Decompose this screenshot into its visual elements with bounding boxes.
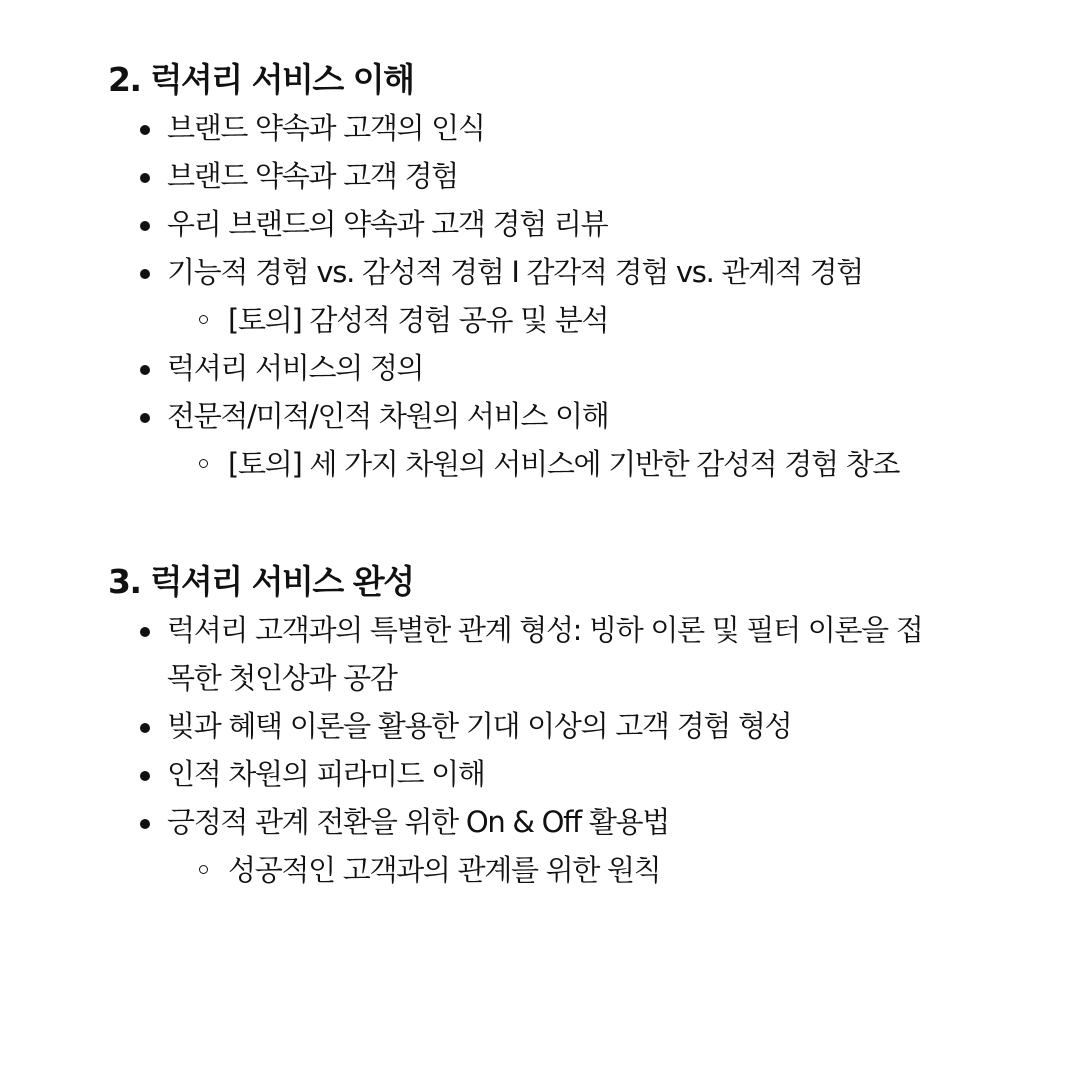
bullet-dot-icon xyxy=(140,771,150,781)
list-item xyxy=(108,200,1008,248)
bullet-list xyxy=(108,104,1008,296)
list-item-text: 기능적 경험 vs. 감성적 경험 Ⅰ 감각적 경험 vs. 관계적 경험 xyxy=(167,255,863,289)
section-title: 3. 럭셔리 서비스 완성 xyxy=(108,562,414,601)
bullet-dot-icon xyxy=(140,221,150,231)
bullet-dot-icon xyxy=(140,819,150,829)
list-item-text: 긍정적 관계 전환을 위한 On & Off 활용법 xyxy=(167,805,669,839)
sub-list-item-text: [토의] 감성적 경험 공유 및 분석 xyxy=(228,303,609,337)
section-title: 2. 럭셔리 서비스 이해 xyxy=(108,60,414,99)
section-luxury-service-understanding xyxy=(108,56,1008,488)
list-item-text: 럭셔리 고객과의 특별한 관계 형성: 빙하 이론 및 필터 이론을 접목한 첫인상과 공감 xyxy=(167,613,923,695)
list-item-text: 브랜드 약속과 고객의 인식 xyxy=(167,111,485,145)
list-item xyxy=(108,152,1008,200)
list-item xyxy=(108,750,1008,798)
sub-list-item-text: 성공적인 고객과의 관계를 위한 원칙 xyxy=(228,853,661,887)
list-item-text: 빚과 혜택 이론을 활용한 기대 이상의 고객 경험 형성 xyxy=(167,709,792,743)
bullet-circle-icon xyxy=(199,865,208,874)
bullet-circle-icon xyxy=(199,315,208,324)
bullet-dot-icon xyxy=(140,125,150,135)
bullet-dot-icon xyxy=(140,627,150,637)
bullet-dot-icon xyxy=(140,413,150,423)
list-item xyxy=(108,606,927,702)
list-item-text: 전문적/미적/인적 차원의 서비스 이해 xyxy=(167,399,609,433)
list-item-text: 인적 차원의 피라미드 이해 xyxy=(167,757,485,791)
bullet-dot-icon xyxy=(140,269,150,279)
bullet-circle-icon xyxy=(199,459,208,468)
section-spacer xyxy=(108,488,1008,558)
document-body xyxy=(108,56,1008,894)
sub-bullet-list xyxy=(108,846,1008,894)
sub-bullet-list xyxy=(108,440,1008,488)
list-item-text: 브랜드 약속과 고객 경험 xyxy=(167,159,458,193)
sub-list-item-text: [토의] 세 가지 차원의 서비스에 기반한 감성적 경험 창조 xyxy=(228,447,900,481)
list-item xyxy=(108,702,1008,750)
bullet-list xyxy=(108,344,1008,440)
list-item xyxy=(108,392,1008,440)
list-item xyxy=(108,248,1008,296)
list-item xyxy=(108,344,1008,392)
sub-list-item xyxy=(108,846,1008,894)
bullet-dot-icon xyxy=(140,173,150,183)
sub-bullet-list xyxy=(108,296,1008,344)
section-luxury-service-completion xyxy=(108,558,1008,894)
bullet-dot-icon xyxy=(140,723,150,733)
sub-list-item xyxy=(108,296,1008,344)
bullet-dot-icon xyxy=(140,365,150,375)
bullet-list xyxy=(108,606,1008,846)
sub-list-item xyxy=(108,440,1008,488)
list-item-text: 럭셔리 서비스의 정의 xyxy=(167,351,424,385)
list-item xyxy=(108,798,1008,846)
list-item xyxy=(108,104,1008,152)
list-item-text: 우리 브랜드의 약속과 고객 경험 리뷰 xyxy=(167,207,608,241)
